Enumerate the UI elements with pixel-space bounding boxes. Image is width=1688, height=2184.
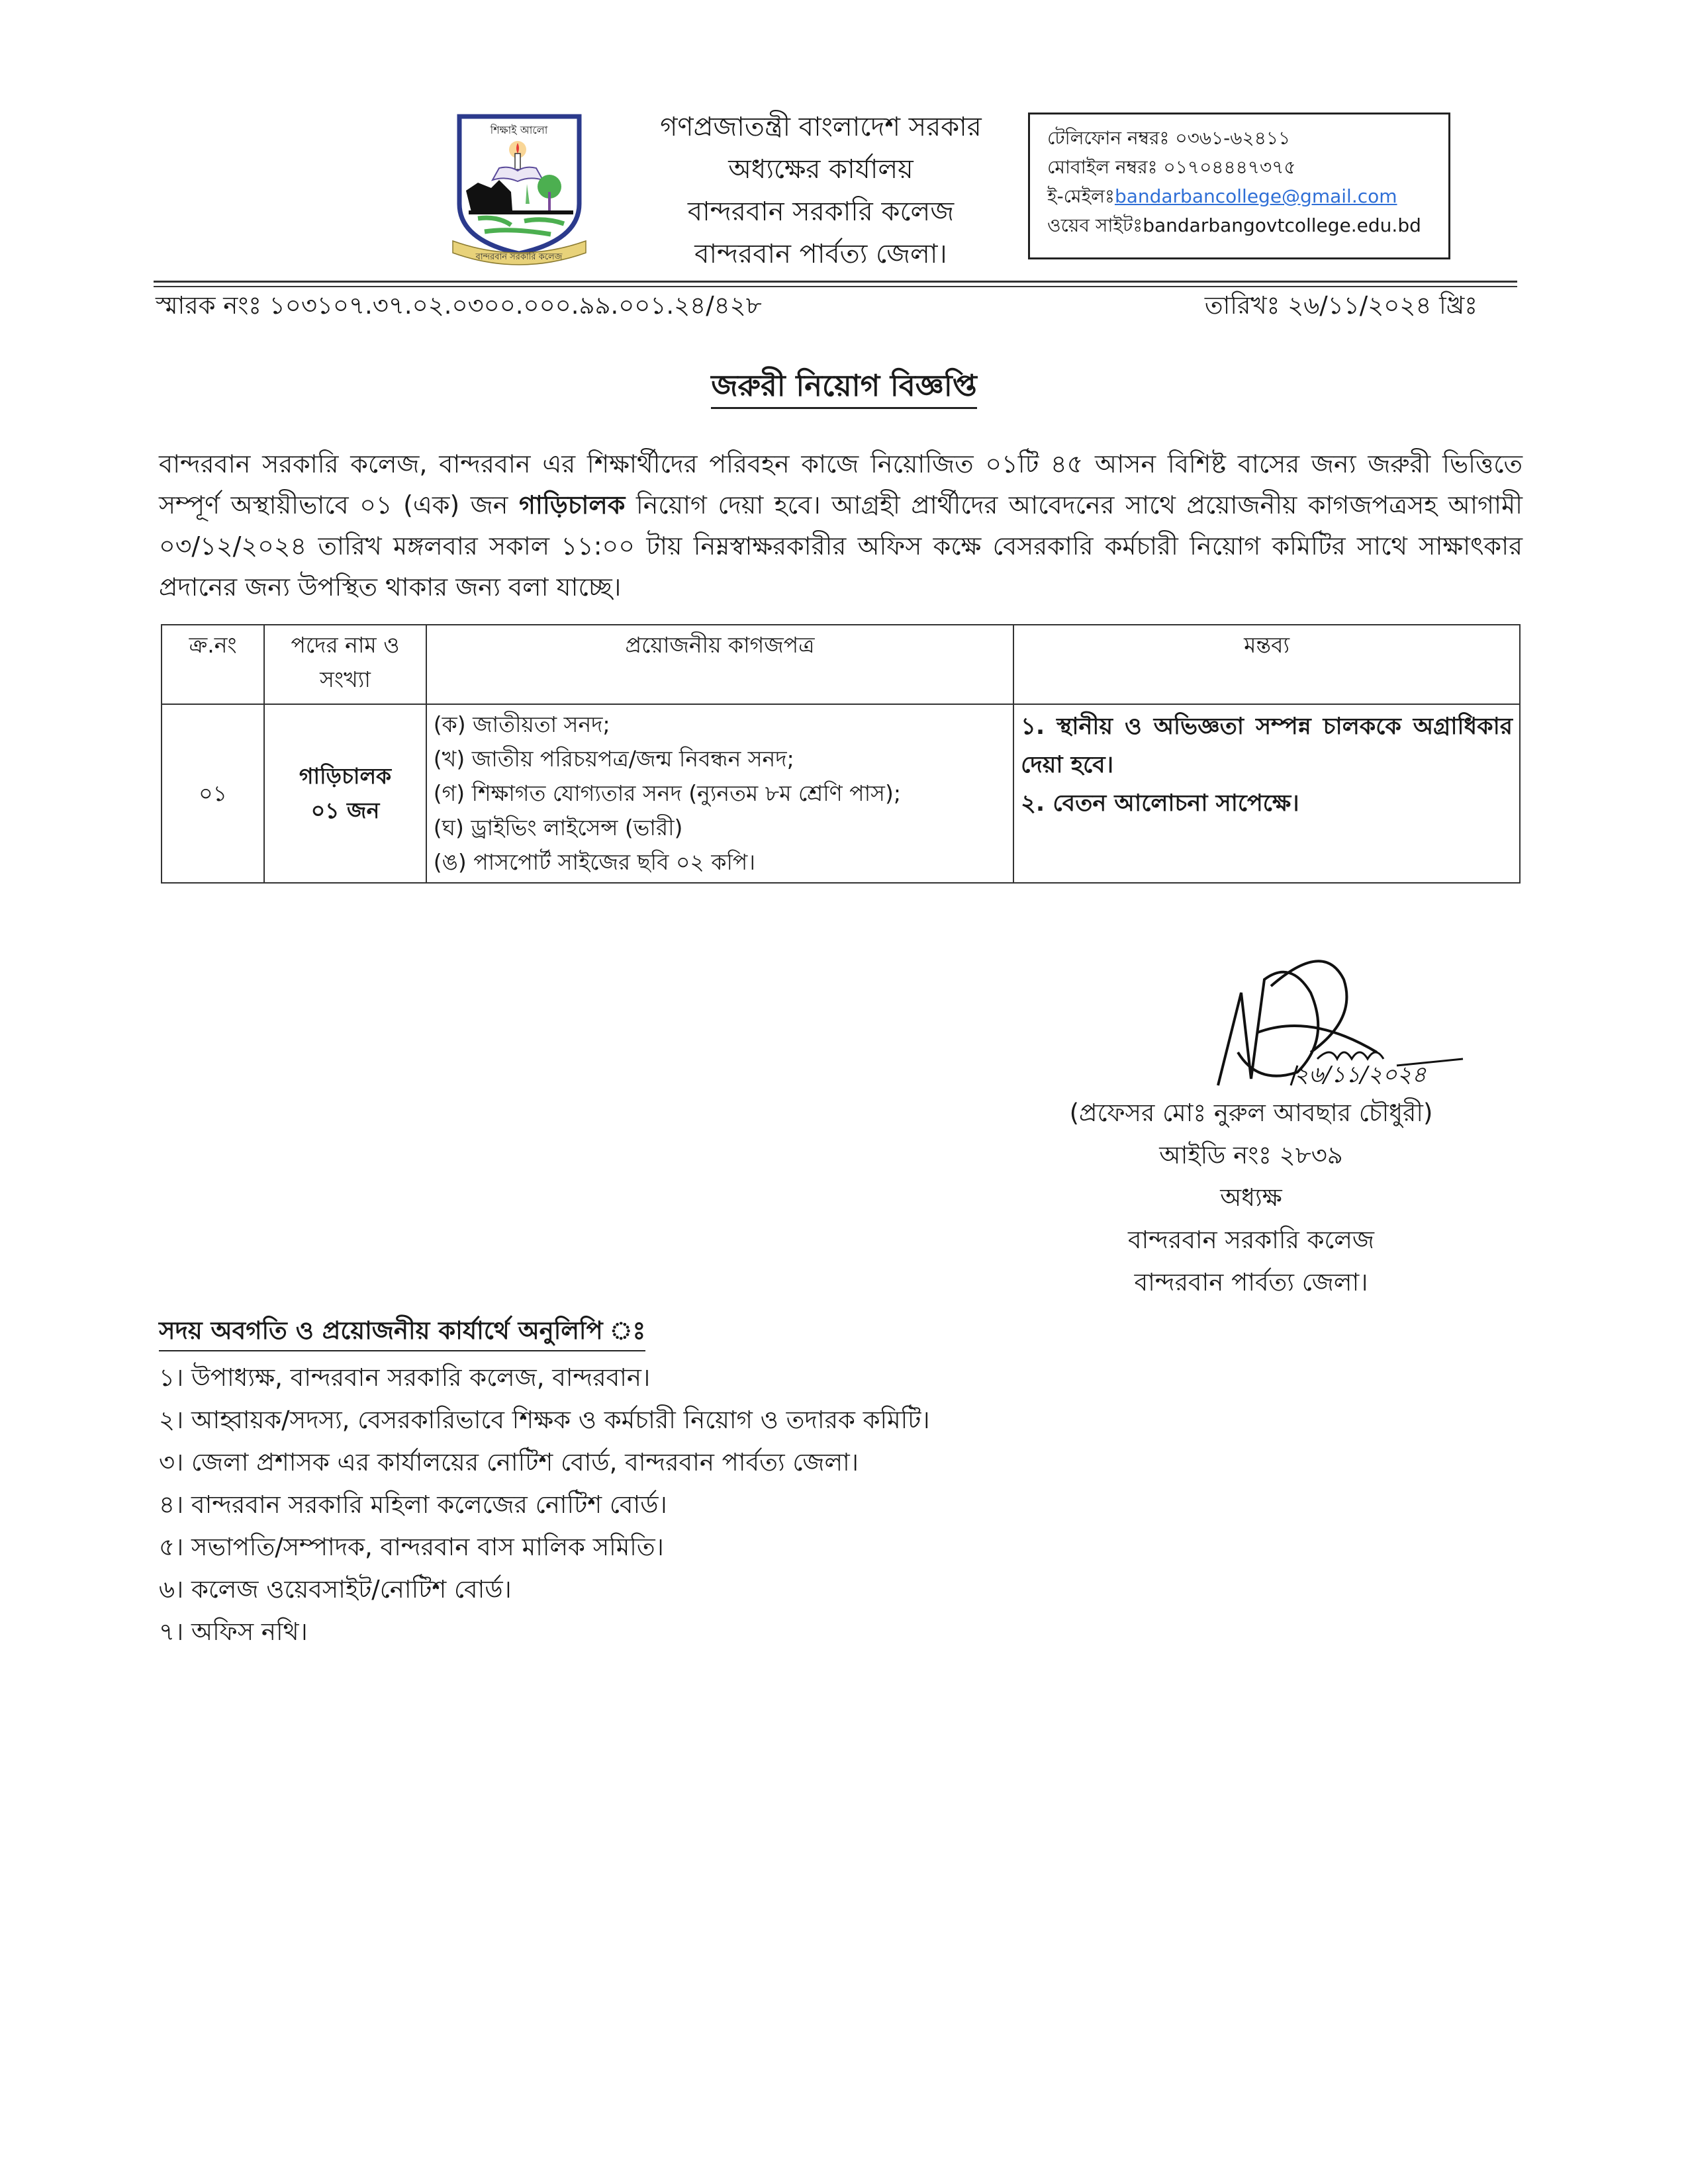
header-line-office: অধ্যক্ষের কার্যালয় <box>728 154 914 185</box>
header-line-college: বান্দরবান সরকারি কলেজ <box>687 197 955 227</box>
document-item: (ঘ) ড্রাইভিং লাইসেন্স (ভারী) <box>433 815 683 841</box>
memo-number: স্মারক নংঃ ১০৩১০৭.৩৭.০২.০৩০০.০০০.৯৯.০০১.২৪/৪২৮ <box>156 291 762 320</box>
cell-post: গাড়িচালক ০১ জন <box>264 704 426 883</box>
website-line: ওয়েব সাইটঃbandarbangovtcollege.edu.bd <box>1047 214 1421 236</box>
memo-date: তারিখঃ ২৬/১১/২০২৪ খ্রিঃ <box>1204 291 1477 320</box>
logo-motto: শিক্ষাই আলো <box>490 124 548 136</box>
mobile-number: ০১৭০৪৪৪৭৩৭৫ <box>1163 156 1296 178</box>
signature-date: ২৬/১১/২০২৪ <box>1294 1062 1427 1088</box>
document-item: (ঙ) পাসপোর্ট সাইজের ছবি ০২ কপি। <box>433 849 756 875</box>
copy-distribution-list <box>159 1357 930 1653</box>
signatory-district: বান্দরবান পার্বত্য জেলা। <box>1134 1268 1368 1297</box>
mobile-line: মোবাইল নম্বরঃ ০১৭০৪৪৪৭৩৭৫ <box>1047 156 1296 178</box>
list-item: ৩। জেলা প্রশাসক এর কার্যালয়ের নোটিশ বোর্ড, বান্দরবান পার্বত্য জেলা। <box>159 1448 859 1477</box>
email-link[interactable]: bandarbancollege@gmail.com <box>1114 185 1397 207</box>
header-documents: প্রয়োজনীয় কাগজপত্র <box>426 625 1013 704</box>
cell-serial: ০১ <box>162 704 264 883</box>
header-remarks: মন্তব্য <box>1013 625 1520 704</box>
document-item: (ক) জাতীয়তা সনদ; <box>433 711 610 737</box>
list-item: ৫। সভাপতি/সম্পাদক, বান্দরবান বাস মালিক সমিতি। <box>159 1533 664 1561</box>
signatory-institution: বান্দরবান সরকারি কলেজ <box>1127 1226 1375 1254</box>
header-post: পদের নাম ও সংখ্যা <box>264 625 426 704</box>
signatory-id: আইডি নংঃ ২৮৩৯ <box>1159 1141 1343 1169</box>
document-item: (গ) শিক্ষাগত যোগ্যতার সনদ (ন্যুনতম ৮ম শ্রেণি পাস); <box>433 780 901 806</box>
email-line: ই-মেইলঃbandarbancollege@gmail.com <box>1047 185 1397 207</box>
college-logo <box>451 111 587 270</box>
logo-banner-text: বান্দরবান সরকারি কলেজ <box>475 252 563 262</box>
list-item: ৪। বান্দরবান সরকারি মহিলা কলেজের নোটিশ বোর্ড। <box>159 1490 667 1519</box>
table-row <box>162 704 1520 883</box>
table-header-row <box>162 625 1520 704</box>
telephone-line: টেলিফোন নম্বরঃ ০৩৬১-৬২৪১১ <box>1047 127 1291 149</box>
contact-box <box>1028 113 1450 259</box>
notice-title: জরুরী নিয়োগ বিজ্ঞপ্তি <box>0 363 1688 409</box>
header-line-government: গণপ্রজাতন্ত্রী বাংলাদেশ সরকার <box>660 112 982 142</box>
signatory-name: (প্রফেসর মোঃ নুরুল আবছার চৌধুরী) <box>1069 1099 1433 1127</box>
handwritten-signature <box>1178 953 1470 1092</box>
list-item: ২। আহ্বায়ক/সদস্য, বেসরকারিভাবে শিক্ষক ও কর্মচারী নিয়োগ ও তদারক কমিটি। <box>159 1406 930 1434</box>
document-item: (খ) জাতীয় পরিচয়পত্র/জন্ম নিবন্ধন সনদ; <box>433 746 794 772</box>
header-serial: ক্র.নং <box>162 625 264 704</box>
telephone-number: ০৩৬১-৬২৪১১ <box>1175 127 1291 149</box>
list-item: ৬। কলেজ ওয়েবসাইট/নোটিশ বোর্ড। <box>159 1575 512 1604</box>
website-link[interactable]: bandarbangovtcollege.edu.bd <box>1143 214 1421 236</box>
requirements-table <box>161 624 1521 884</box>
signatory-block <box>1019 1092 1483 1304</box>
list-item: ৭। অফিস নথি। <box>159 1617 308 1646</box>
remark-item: ২. বেতন আলোচনা সাপেক্ষে। <box>1021 790 1299 817</box>
list-item: ১। উপাধ্যক্ষ, বান্দরবান সরকারি কলেজ, বান্দরবান। <box>159 1363 651 1392</box>
header-divider <box>154 281 1517 283</box>
header-line-district: বান্দরবান পার্বত্য জেলা। <box>694 239 947 269</box>
cell-documents <box>426 704 1013 883</box>
cell-remarks <box>1013 704 1520 883</box>
remark-item: ১. স্থানীয় ও অভিজ্ঞতা সম্পন্ন চালককে অগ্রাধিকার দেয়া হবে। <box>1021 713 1513 778</box>
signatory-designation: অধ্যক্ষ <box>1220 1183 1282 1212</box>
notice-body: বান্দরবান সরকারি কলেজ, বান্দরবান এর শিক্ষার্থীদের পরিবহন কাজে নিয়োজিত ০১টি ৪৫ আসন বিশিষ্ট বাসের জন্য জরুরী ভিত্তিতে সম্পূর্ণ অস্থায়ীভাবে ০১ (এক) জন গাড়িচালক নিয়োগ দেয়া হবে। আগ্রহী প্রার্থীদের আবেদনের সাথে প্রয়োজনীয় কাগজপত্রসহ আগামী ০৩/১২/২০২৪ তারিখ মঙ্গলবার সকাল ১১:০০ টায় নিম্নস্বাক্ষরকারীর অফিস কক্ষে বেসরকারি কর্মচারী নিয়োগ কমিটির সাথে সাক্ষাৎকার প্রদানের জন্য উপস্থিত থাকার জন্য বলা যাচ্ছে। <box>159 449 1523 602</box>
copy-distribution-heading: সদয় অবগতি ও প্রয়োজনীয় কার্যার্থে অনুলিপি ঃ <box>159 1312 645 1351</box>
post-name-highlight: গাড়িচালক <box>518 490 626 520</box>
office-header <box>635 106 1006 275</box>
